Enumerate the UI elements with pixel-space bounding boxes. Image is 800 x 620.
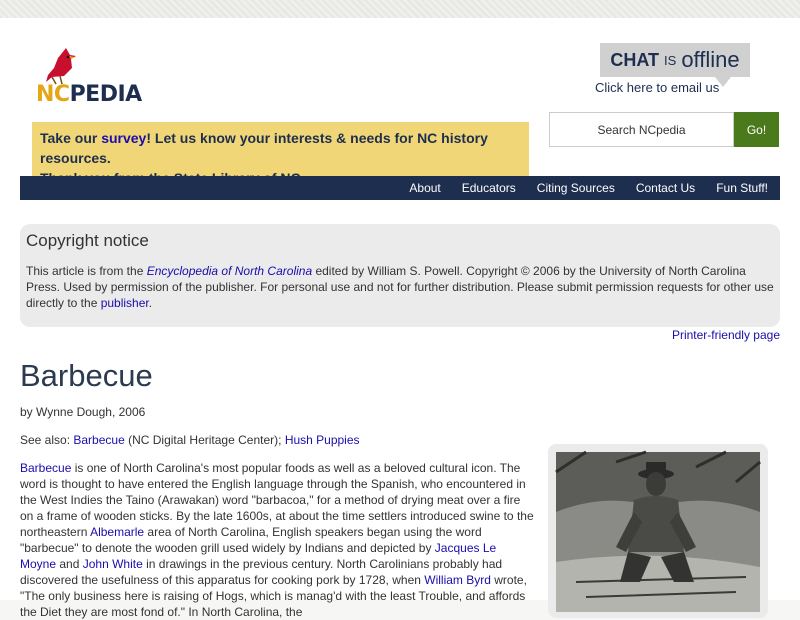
barbecue-pit-photo[interactable] [556, 452, 760, 612]
top-pattern-band [0, 0, 800, 18]
see-also-hush-puppies-link[interactable]: Hush Puppies [284, 433, 360, 447]
body-text-5: wrote, "The only business here is raising of Hogs, which is manag'd with the least Trouble, and affords the Diet they are most fond of." In North Carolina, the [20, 573, 527, 619]
copyright-text-1: This article is from the [26, 264, 147, 278]
main-nav [20, 176, 780, 200]
nav-about[interactable]: About [409, 181, 441, 195]
page [0, 18, 800, 619]
chat-is: IS [664, 52, 677, 68]
ncpedia-logo[interactable] [34, 46, 149, 108]
search-input[interactable] [549, 112, 734, 147]
body-text-3: and [56, 557, 83, 571]
photo-frame [548, 444, 768, 618]
copyright-text-2: edited by William S. Powell. Copyright © 2006 by the University of North Carolina Press. Used by permission of the publisher. For personal use and not for further distribution. Please submit permission requests for other use directly to the [26, 264, 774, 310]
copyright-notice [20, 224, 780, 327]
copyright-text-3: . [148, 296, 153, 310]
see-also-prefix: See also: [20, 433, 74, 447]
chat-status: offline [681, 47, 740, 72]
cardinal-icon [38, 46, 84, 86]
article-body [20, 460, 534, 620]
nav-citing-sources[interactable]: Citing Sources [536, 181, 615, 195]
see-also-mid: (NC Digital Heritage Center); [124, 433, 285, 447]
barbecue-link[interactable]: Barbecue [20, 461, 72, 475]
survey-prefix: Take our [40, 130, 102, 146]
copyright-heading: Copyright notice [26, 231, 149, 250]
survey-banner [32, 122, 529, 176]
article-paragraph [20, 460, 534, 620]
chat-label: CHAT [610, 49, 660, 70]
body-text-2: area of North Carolina, English speakers began using the word "barbecue" to denote the wooden grill used widely by Indians and depicted by [20, 525, 482, 555]
william-byrd-link[interactable]: William Byrd [424, 573, 491, 587]
publisher-link[interactable]: publisher [100, 296, 149, 310]
page-title: Barbecue [20, 358, 153, 393]
albemarle-link[interactable]: Albemarle [90, 525, 145, 539]
nav-fun-stuff[interactable]: Fun Stuff! [716, 181, 768, 195]
jacques-le-moyne-link[interactable]: Jacques Le Moyne [20, 541, 497, 571]
logo-nc: NC [36, 82, 70, 107]
email-us-link[interactable]: Click here to email us [595, 80, 720, 95]
logo-pedia: PEDIA [69, 82, 142, 107]
survey-suffix: ! Let us know your interests & needs for NC history resources. [40, 130, 488, 166]
nav-educators[interactable]: Educators [461, 181, 516, 195]
encyclopedia-link[interactable]: Encyclopedia of North Carolina [146, 264, 313, 278]
copyright-text [26, 263, 774, 311]
printer-friendly-link[interactable]: Printer-friendly page [671, 328, 780, 342]
nav-contact-us[interactable]: Contact Us [635, 181, 696, 195]
body-text-4: in drawings in the previous century. North Carolinians probably had discovered the usefulness of this apparatus for cooking pork by 1728, when [20, 557, 503, 587]
byline: by Wynne Dough, 2006 [20, 405, 146, 419]
see-also-barbecue-link[interactable]: Barbecue [73, 433, 125, 447]
logo-wordmark [36, 82, 142, 107]
john-white-link[interactable]: John White [82, 557, 143, 571]
chat-status-button[interactable] [600, 43, 750, 77]
see-also [20, 433, 360, 447]
search-go-button[interactable]: Go! [734, 112, 779, 147]
survey-link[interactable]: survey [101, 130, 147, 146]
survey-line-1 [40, 128, 521, 168]
body-text-1: is one of North Carolina's most popular foods as well as a beloved cultural icon. The word is thought to have entered the English language through the Spanish, who encountered in the West Indies the Taino (Arawakan) word "barbacoa," for a method of drying meat over a fire on a frame of wooden sticks. By the late 1600s, at about the time settlers introduced swine to the northeastern [20, 461, 534, 539]
